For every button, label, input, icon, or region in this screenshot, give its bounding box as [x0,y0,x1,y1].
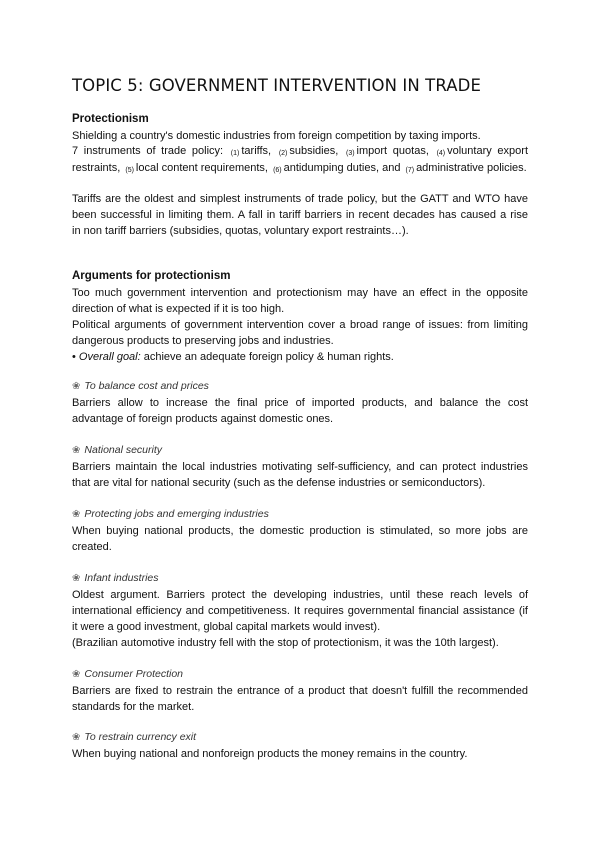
instrument-text: tariffs, [241,145,272,157]
flower-icon: ❀ [72,445,81,456]
argument-line: Barriers allow to increase the final price of imported products, and balance the cost [72,397,528,409]
tariffs-paragraph-line: been successful in limiting them. A fall in tariff barriers in recent decades has caused a rise [72,209,528,221]
instruments-line-2 [72,161,527,178]
flower-icon: ❀ [72,669,81,680]
overall-goal-line [72,350,394,364]
instrument-number: (7) [405,167,415,174]
tariffs-paragraph-line: in non tariff barriers (subsidies, quotas, voluntary export restraints…). [72,225,409,237]
instruments-intro: 7 instruments of trade policy: [72,145,224,157]
instrument-number: (4) [436,150,446,157]
instrument-text: local content requirements, [135,162,268,174]
flower-icon: ❀ [72,509,81,520]
argument-line: (Brazilian automotive industry fell with the stop of protectionism, it was the 10th largest). [72,637,499,649]
argument-line: When buying national products, the domestic production is stimulated, so more jobs are [72,525,528,537]
section-heading-arguments: Arguments for protectionism [72,270,231,282]
argument-title: ❀ National security [72,444,163,456]
arguments-intro-line: Political arguments of government intervention cover a broad range of issues: from limiting [72,319,528,331]
section-heading-protectionism: Protectionism [72,113,149,125]
overall-goal-text: achieve an adequate foreign policy & human rights. [143,351,394,363]
argument-line: international efficiency and competitiveness. It requires governmental financial assistance (if [72,605,528,617]
argument-title: ❀ Consumer Protection [72,668,184,680]
flower-icon: ❀ [72,573,81,584]
argument-title: ❀ To restrain currency exit [72,731,197,743]
instruments-line-1 [72,144,528,161]
instrument-text: voluntary export [447,145,529,157]
definition-text: Shielding a country's domestic industries from foreign competition by taxing imports. [72,130,481,142]
argument-line: Oldest argument. Barriers protect the developing industries, until these reach levels of [72,589,528,601]
page-title: TOPIC 5: GOVERNMENT INTERVENTION IN TRADE [72,76,481,95]
instrument-number: (3) [345,150,355,157]
bullet-icon: • [72,351,76,363]
flower-icon: ❀ [72,732,81,743]
argument-line: that are vital for national security (such as the defense industries or semiconductors). [72,477,486,489]
arguments-intro-line: dangerous products to preserving jobs and industries. [72,335,334,347]
argument-title: ❀ To balance cost and prices [72,380,209,392]
arguments-intro-line: direction of what is expected if it is too high. [72,303,285,315]
argument-title: ❀ Infant industries [72,572,159,584]
overall-goal-label: Overall goal: [78,351,141,363]
argument-line: standards for the market. [72,701,195,713]
instrument-number: (1) [230,150,240,157]
instrument-text: subsidies, [289,145,339,157]
argument-line: Barriers maintain the local industries motivating self-sufficiency, and can protect industries [72,461,528,473]
instrument-number: (2) [278,150,288,157]
instrument-text: administrative policies. [416,162,527,174]
argument-title: ❀ Protecting jobs and emerging industries [72,508,269,520]
argument-line: created. [72,541,112,553]
instrument-text: import quotas, [356,145,429,157]
argument-line: When buying national and nonforeign products the money remains in the country. [72,748,468,760]
instrument-text: antidumping duties, and [283,162,401,174]
argument-line: it were a good investment, global capital markets would invest). [72,621,381,633]
argument-line: advantage of foreign products against domestic ones. [72,413,334,425]
instrument-number: (5) [125,167,134,174]
arguments-intro-line: Too much government intervention and protectionism may have an effect in the opposite [72,287,528,299]
instrument-number: (6) [273,167,282,174]
tariffs-paragraph-line: Tariffs are the oldest and simplest instruments of trade policy, but the GATT and WTO have [72,193,528,205]
instrument-text: restraints, [72,162,121,174]
flower-icon: ❀ [72,381,81,392]
argument-line: Barriers are fixed to restrain the entrance of a product that doesn't fulfill the recommended [72,685,528,697]
